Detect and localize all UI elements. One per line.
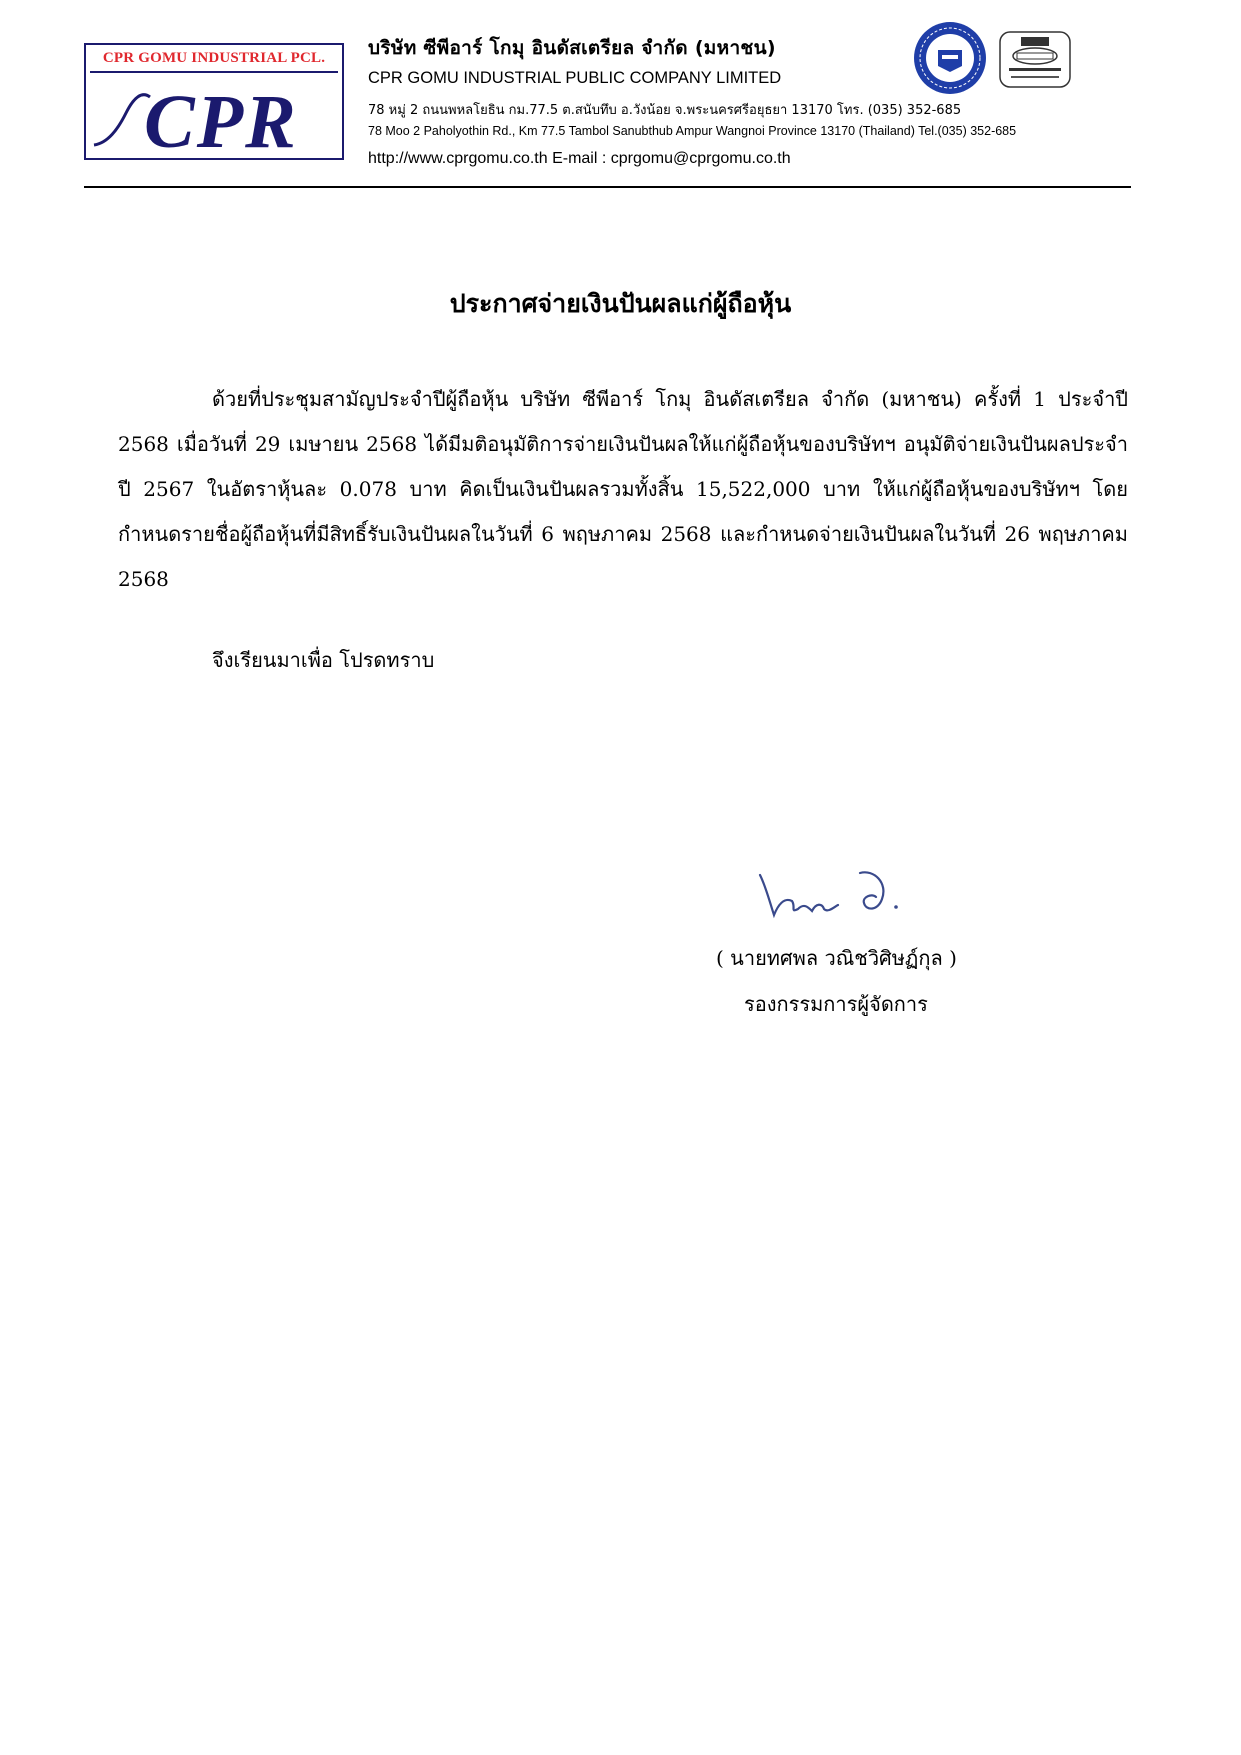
logo-main-text: CPR <box>144 80 298 158</box>
announcement-body: ด้วยที่ประชุมสามัญประจำปีผู้ถือหุ้น บริษัท ซีพีอาร์ โกมุ อินดัสเตรียล จำกัด (มหาชน) ครั้งที่ 1 ประจำปี 2568 เมื่อวันที่ 29 เมษายน 2568 ได้มีมติอนุมัติการจ่ายเงินปันผลให้แก่ผู้ถือหุ้นของบริษัทฯ อนุมัติจ่ายเงินปันผลประจำปี 2567 ในอัตราหุ้นละ 0.078 บาท คิดเป็นเงินปันผลรวมทั้งสิ้น 15,522,000 บาท ให้แก่ผู้ถือหุ้นของบริษัทฯ โดยกำหนดรายชื่อผู้ถือหุ้นที่มีสิทธิ์รับเงินปันผลในวันที่ 6 พฤษภาคม 2568 และกำหนดจ่ายเงินปันผลในวันที่ 26 พฤษภาคม 2568 <box>118 387 1128 591</box>
company-name-thai: บริษัท ซีพีอาร์ โกมุ อินดัสเตรียล จำกัด (มหาชน) <box>368 37 776 59</box>
company-name-english: CPR GOMU INDUSTRIAL PUBLIC COMPANY LIMITED <box>368 69 782 87</box>
logo-emblem <box>86 73 342 158</box>
tuv-cert-iso-ts-16949-seal-icon <box>999 31 1071 88</box>
company-logo <box>84 43 344 160</box>
signer-title: รองกรรมการผู้จัดการ <box>744 992 928 1016</box>
signer-name: ( นายทศพล วณิชวิศิษฏ์กุล ) <box>716 946 957 970</box>
company-address-english: 78 Moo 2 Paholyothin Rd., Km 77.5 Tambol Sanubthub Ampur Wangnoi Province 13170 (Thailand) Tel.(035) 352-685 <box>368 124 1017 138</box>
closing-line: จึงเรียนมาเพื่อ โปรดทราบ <box>212 648 435 672</box>
tuv-nord-iso-14001-seal-icon <box>912 20 988 96</box>
company-web-contact: http://www.cprgomu.co.th E-mail : cprgomu@cprgomu.co.th <box>368 150 791 167</box>
header-divider <box>84 186 1131 188</box>
logo-top-text: CPR GOMU INDUSTRIAL PCL. <box>102 50 326 66</box>
document-title: ประกาศจ่ายเงินปันผลแก่ผู้ถือหุ้น <box>449 289 792 318</box>
handwritten-signature <box>748 857 908 929</box>
company-address-thai: 78 หมู่ 2 ถนนพหลโยธิน กม.77.5 ต.สนับทึบ อ.วังน้อย จ.พระนครศรีอยุธยา 13170 โทร. (035) 352-685 <box>368 103 962 118</box>
